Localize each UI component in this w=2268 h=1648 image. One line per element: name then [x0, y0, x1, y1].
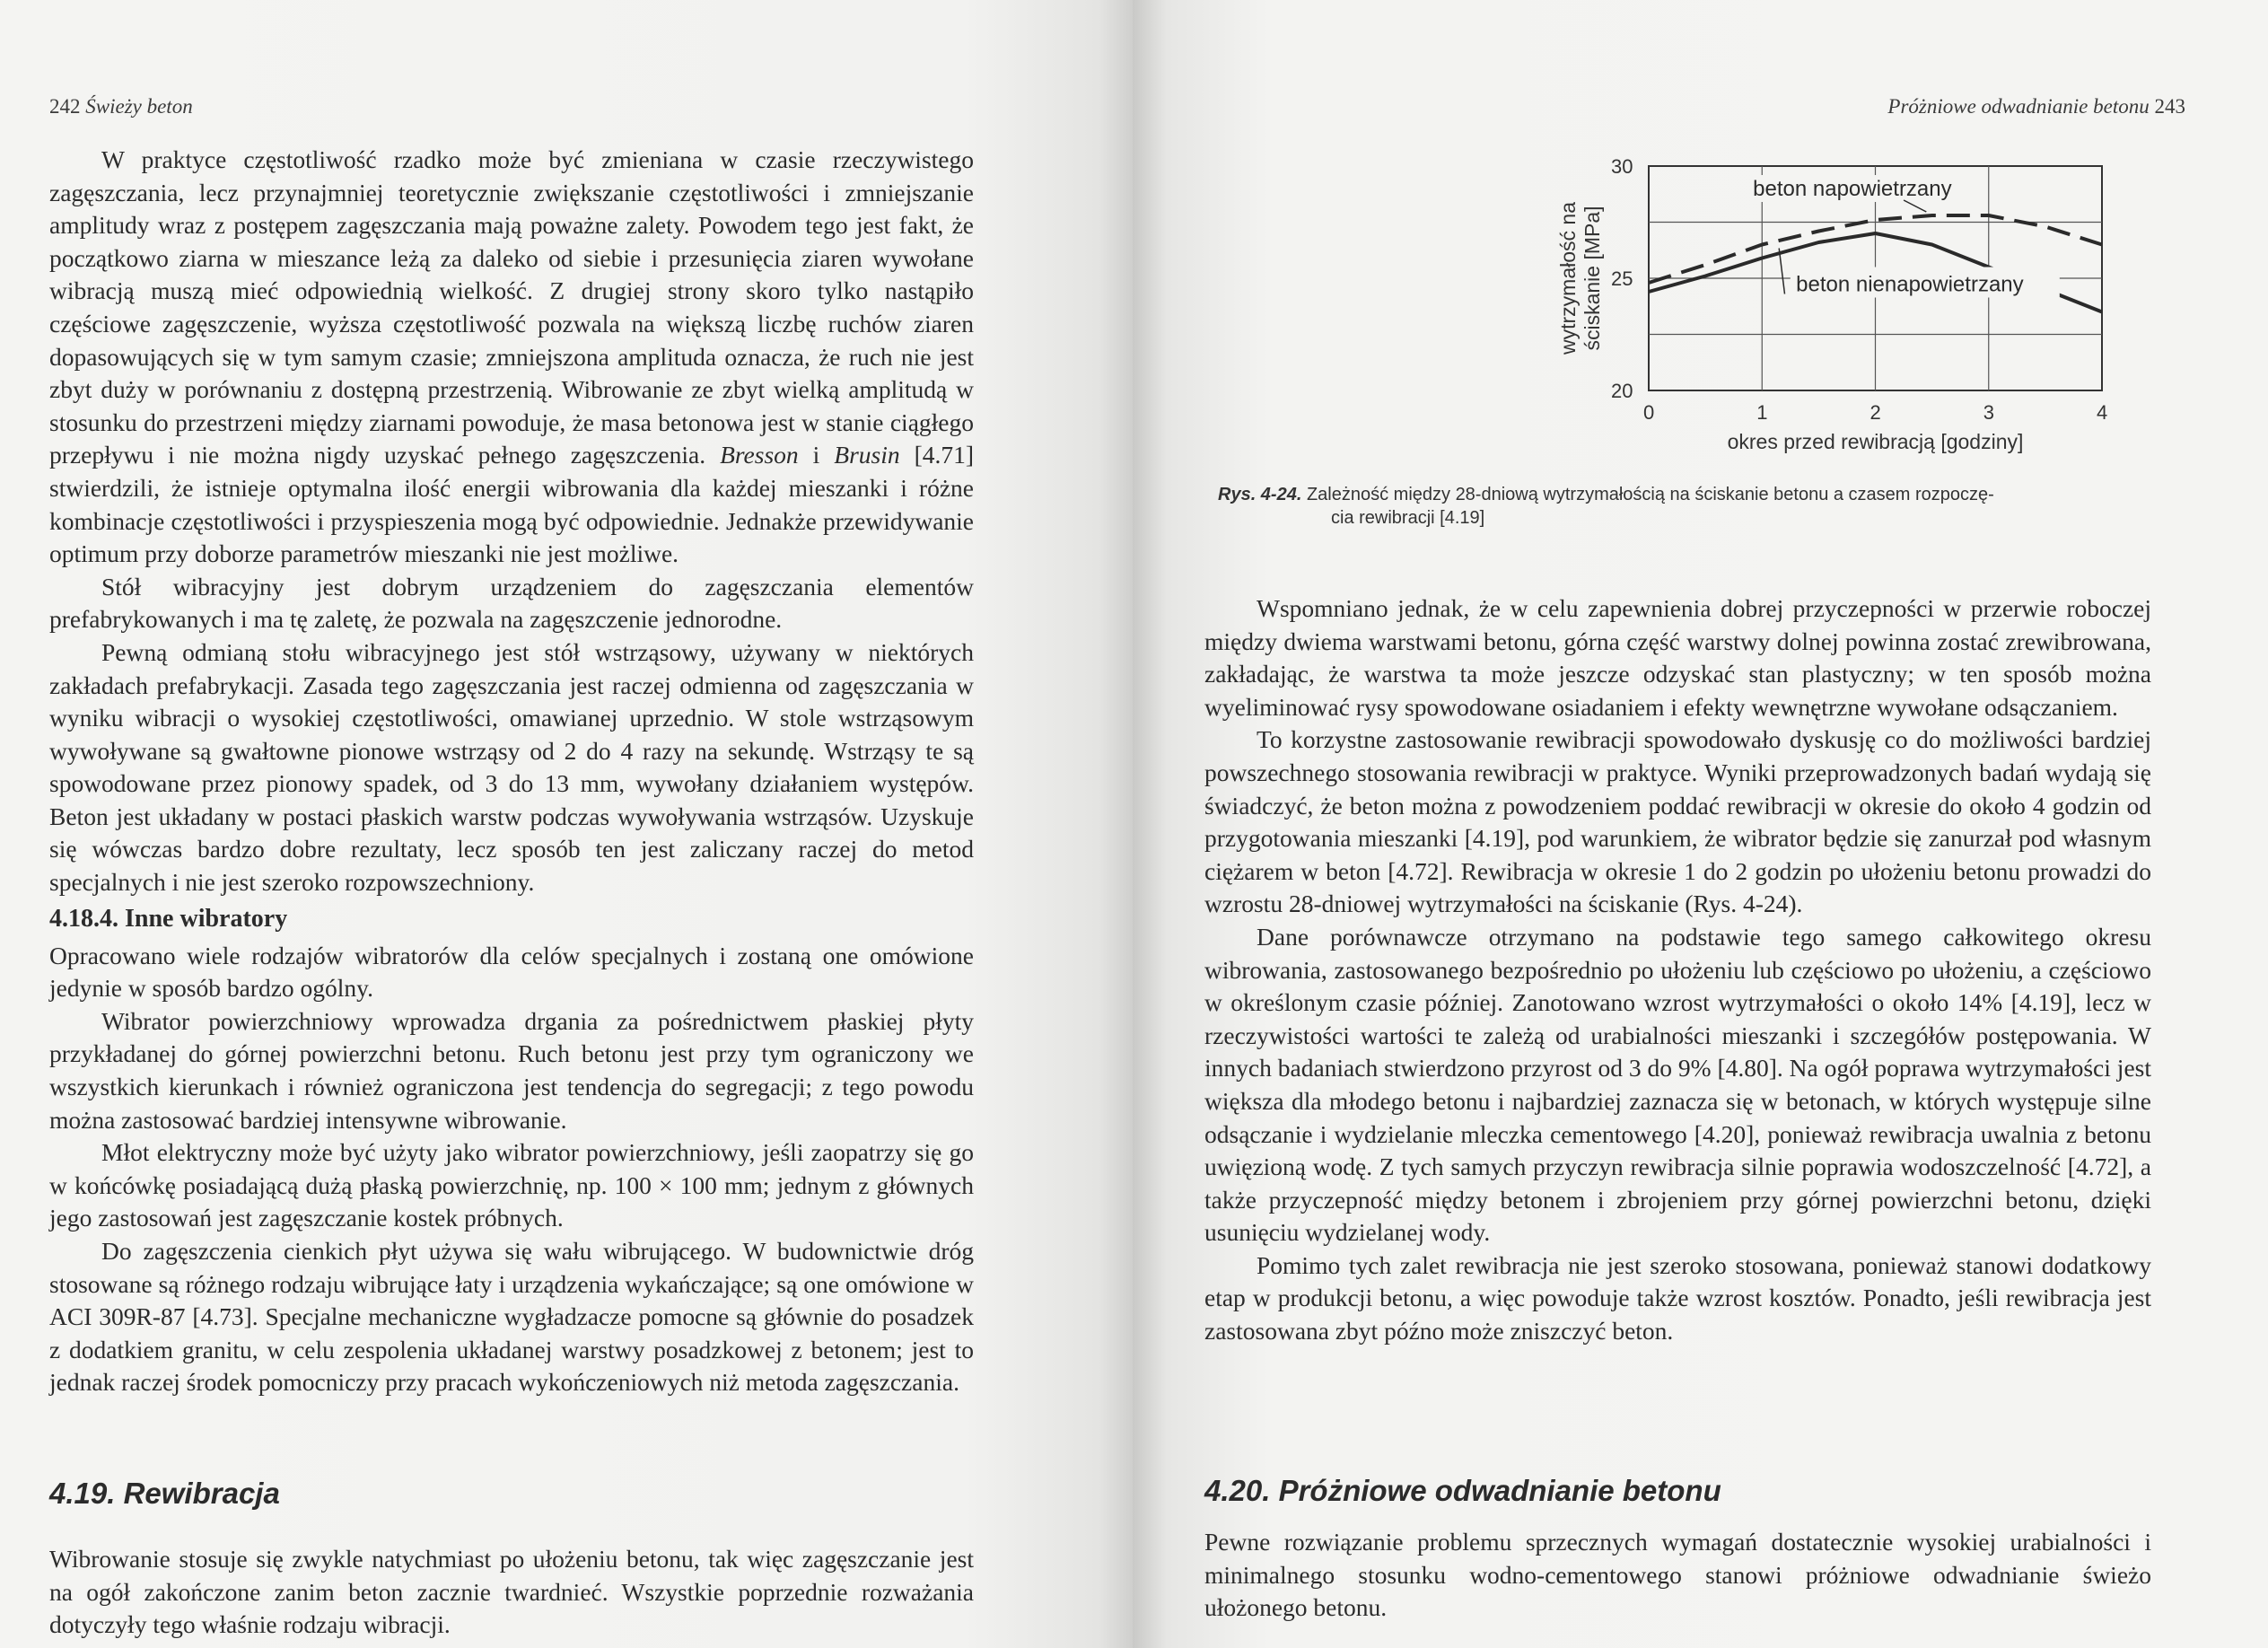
x-tick-label: 2 [1870, 401, 1881, 424]
section-heading-4-20: 4.20. Próżniowe odwadnianie betonu [1204, 1474, 1721, 1507]
running-title-left: Świeży beton [85, 95, 193, 118]
caption-text-cont: cia rewibracji [4.19] [1331, 508, 1485, 528]
running-head-right [1887, 95, 2185, 118]
right-body-text [1204, 592, 2151, 1348]
annotation-pointer [1779, 249, 1784, 294]
running-head-left [49, 95, 193, 118]
x-tick-label: 4 [2097, 401, 2108, 424]
y-tick-label: 25 [1611, 267, 1633, 290]
annotation-napowietrzany: beton napowietrzany [1753, 177, 1952, 201]
paragraph: Wspomniano jednak, że w celu zapewnienia dobrej przyczepności w przerwie roboczej między dwiema warstwami betonu, górna część warstwy dolnej powinna zostać zrewibrowana, zakładając, że warstwa ta może jeszcze odzyskać stan plastyczny; w ten sposób można wyeliminować rysy spowodowane osiadaniem i efekty wewnętrzne wywołane odsączaniem. [1204, 594, 2151, 721]
paragraph: Dane porównawcze otrzymano na podstawie tego samego całkowitego okresu wibrowania, zastosowanego bezpośrednio po ułożeniu lub częściowo po ułożeniu, a częściowo w określonym czasie później. Zanotowano wzrost wytrzymałości o około 14% [4.19], lecz w rzeczywistości wartości te zależą od urabialności mieszanki i szczegółów postępowania. W innych badaniach stwierdzono przyrost od 3 do 9% [4.80]. Na ogół poprawa wytrzymałości jest większa dla młodego betonu i najbardziej zaznacza się w betonach, w których występuje silne odsączanie i wydzielanie mleczka cementowego [4.20], ponieważ rewibracja uwalnia z betonu uwięzioną wodę. Z tych samych przyczyn rewibracja silnie poprawia wodoszczelność [4.72], a także przyczepność między betonem i zbrojeniem przy górnej powierzchni betonu, dzięki usunięciu wydzielanej wody. [1204, 922, 2151, 1247]
caption-text: Zależność między 28-dniową wytrzymałością na ściskanie betonu a czasem rozpoczę- [1301, 485, 1994, 504]
paragraph: Pomimo tych zalet rewibracja nie jest szeroko stosowana, ponieważ stanowi dodatkowy etap w produkcji betonu, a więc powoduje także wzrost kosztów. Ponadto, jeśli rewibracja jest zastosowana zbyt późno może zniszczyć beton. [1204, 1250, 2151, 1346]
paragraph: To korzystne zastosowanie rewibracji spowodowało dyskusję co do możliwości bardziej powszechnego stosowania rewibracji w praktyce. Wyniki przeprowadzonych badań wydają się świadczyć, że beton można z powodzeniem poddać rewibracji w okresie do około 4 godzin od przygotowania mieszanki [4.19], pod warunkiem, że wibrator będzie się zanurzał pod własnym ciężarem w beton [4.72]. Rewibracja w okresie 1 do 2 godzin po ułożeniu betonu prowadzi do wzrostu 28-dniowej wytrzymałości na ściskanie (Rys. 4-24). [1204, 725, 2151, 918]
paragraph: Pewne rozwiązanie problemu sprzecznych wymagań dostatecznie wysokiej urabialności i minimalnego stosunku wodno-cementowego stanowi próżniowe odwadnianie świeżo ułożonego betonu. [1204, 1528, 2151, 1622]
section-4-18-4 [49, 903, 974, 1399]
right-page [1133, 0, 2268, 1648]
y-axis-label-line2: ściskanie [MPa] [1581, 206, 1604, 351]
section-4-19-text [49, 1543, 974, 1642]
page-number-right: 243 [2154, 95, 2185, 118]
x-tick-label: 0 [1643, 401, 1655, 424]
paragraph: Pewną odmianą stołu wibracyjnego jest stół wstrząsowy, używany w niektórych zakładach prefabrykacji. Zasada tego zagęszczania jest raczej odmienna od zagęszczania w wyniku wibracji o wysokiej częstotliwości, omawianej uprzednio. W stole wstrząsowym wywoływane są gwałtowne pionowe wstrząsy od 2 do 4 razy na sekundę. Wstrząsy te są spowodowane przez pionowy spadek, od 3 do 13 mm, wywołany działaniem występów. Beton jest układany w postaci płaskich warstw podczas wywoływania wstrząsów. Uzyskuje się wówczas bardzo dobre rezultaty, lecz sposób ten jest zaliczany raczej do metod specjalnych i nie jest szeroko rozpowszechniony. [49, 637, 974, 897]
section-4-20-text [1204, 1526, 2151, 1625]
paragraph: Do zagęszczenia cienkich płyt używa się wału wibrującego. W budownictwie dróg stosowane są różnego rodzaju wibrujące łaty i urządzenia wykańczające; są one omówione w ACI 309R-87 [4.73]. Specjalne mechaniczne wygładzacze pomocne są głównie do posadzek z dodatkiem granitu, w celu zespolenia układanej warstwy posadzkowej z betonem; jest to jednak raczej środek pomocniczy przy pracach wykończeniowych niż metoda zagęszczania. [49, 1236, 974, 1397]
paragraph: Młot elektryczny może być użyty jako wibrator powierzchniowy, jeśli zaopatrzy się go w końcówkę posiadającą dużą płaską powierzchnię, np. 100 × 100 mm; jednym z głównych jego zastosowań jest zagęszczanie kostek próbnych. [49, 1138, 974, 1232]
paragraph: Wibrowanie stosuje się zwykle natychmiast po ułożeniu betonu, tak więc zagęszczanie jest na ogół zakończone zanim beton zacznie twardnieć. Wszystkie poprzednie rozważania dotyczyły tego właśnie rodzaju wibracji. [49, 1545, 974, 1639]
x-tick-label: 3 [1983, 401, 1994, 424]
x-axis-label: okres przed rewibracją [godziny] [1727, 430, 2024, 453]
section-heading: 4.18.4. Inne wibratory [49, 905, 288, 933]
left-intro-text [49, 144, 974, 899]
left-page [0, 0, 1133, 1648]
y-tick-label: 20 [1611, 380, 1633, 402]
paragraph: Stół wibracyjny jest dobrym urządzeniem do zagęszczania elementów prefabrykowanych i ma tę zaletę, że pozwala na zagęszczenie jednorodne. [49, 572, 974, 634]
running-title-right: Próżniowe odwadnianie betonu [1887, 95, 2150, 118]
paragraph: Opracowano wiele rodzajów wibratorów dla celów specjalnych i zostaną one omówione jedynie w sposób bardzo ogólny. [49, 941, 974, 1003]
page-number-left: 242 [49, 95, 81, 118]
paragraph: Wibrator powierzchniowy wprowadza drgania za pośrednictwem płaskiej płyty przykładanej do górnej powierzchni betonu. Ruch betonu jest przy tym ograniczony we wszystkich kierunkach i również ograniczona jest tendencja do segregacji; z tego powodu można zastosować bardziej intensywne wibrowanie. [49, 1006, 974, 1134]
y-axis-label-line1: wytrzymałość na [1556, 202, 1580, 355]
y-tick-label: 30 [1611, 155, 1633, 178]
annotation-nienapowietrzany: beton nienapowietrzany [1796, 272, 2024, 297]
x-tick-label: 1 [1756, 401, 1768, 424]
paragraph: W praktyce częstotliwość rzadko może być zmieniana w czasie rzeczywistego zagęszczania, lecz przynajmniej teoretycznie zwiększanie częstotliwości i zmniejszanie amplitudy wraz z postępem zagęszczania mają poważne zalety. Powodem tego jest fakt, że początkowo ziarna w mieszance leżą za daleko od siebie i przesunięcia ziaren wywołane wibracją muszą mieć odpowiednią wielkość. Z drugiej strony skoro tylko nastąpiło częściowe zagęszczenie, wyższa częstotliwość pozwala na większą liczbę ruchów ziaren dopasowujących się w tym samym czasie; zmniejszona amplituda oznacza, że ruch nie jest zbyt duży w porównaniu z dostępną przestrzenią. Wibrowanie ze zbyt wielką amplitudą w stosunku do przestrzeni między ziarnami powoduje, że masa betonowa jest w stanie ciągłego przepływu i nie można nigdy uzyskać pełnego zagęszczenia. Bresson i Brusin [4.71] stwierdzili, że istnieje optymalna ilość energii wibrowania dla każdej mieszanki i różne kombinacje częstotliwości i przyspieszenia mogą być odpowiednie. Jednakże przewidywanie optimum przy doborze parametrów mieszanki nie jest możliwe. [49, 145, 975, 568]
caption-label: Rys. 4-24. [1218, 485, 1302, 504]
section-heading-4-19: 4.19. Rewibracja [49, 1477, 280, 1510]
figure-caption [1218, 483, 2151, 530]
